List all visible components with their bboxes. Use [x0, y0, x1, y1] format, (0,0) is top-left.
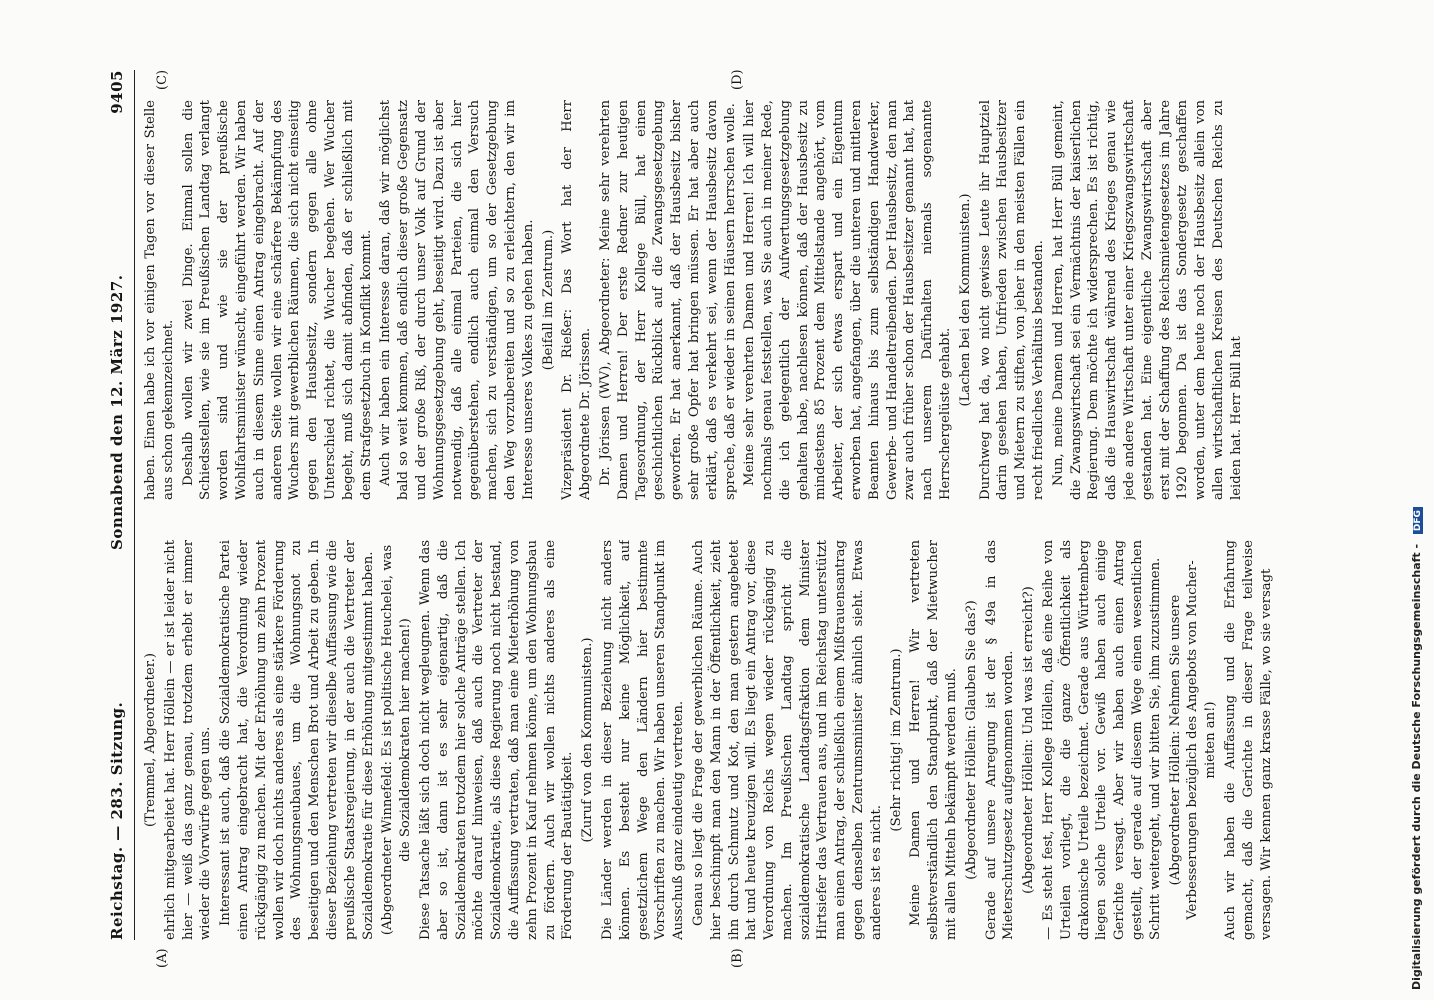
paragraph: Interessant ist auch, daß die Sozialdemokratische Partei einen Antrag eingebracht hat, die Verordnung wieder rückgängig zu machen. Mit der Erhöhung um zehn Prozent wollen wir doch nichts anderes als eine stärkere Förderung des Wohnungsneubaues, um die Wohnungsnot zu beseitigen und den Menschen Brot und Arbeit zu geben. In dieser Beziehung vertreten wir dieselbe Auffassung wie die preußische Staatsregierung, in der auch die Vertreter der Sozialdemokratie für diese Erhöhung mitgestimmt haben. [218, 540, 376, 940]
paragraph: Nun, meine Damen und Herren, hat Herr Büll gemeint, die Zwangswirtschaft sei ein Vermächtnis der kaiserlichen Regierung. Dem möchte ich widersprechen. Es ist richtig, daß die Hauswirtschaft während des Krieges genau wie jede andere Wirtschaft unter einer Kriegszwangswirtschaft gestanden hat. Eine eigentliche Zwangswirtschaft aber erst mit der Schaffung des Reichsmietengesetzes im Jahre 1920 begonnen. Da ist das Sondergesetz geschaffen worden, unter dem heute noch der Hausbesitz allein von allen wirtschaftlichen Kreisen des Deutschen Reichs zu leiden hat. Herr Büll hat [1050, 100, 1244, 500]
header-date: Sonnabend den 12. März 1927. [108, 274, 126, 550]
page-number: 9405 [108, 70, 126, 114]
paragraph: (Tremmel, Abgeordneter.) [143, 653, 158, 827]
interjection: (Abgeordneter Höllein: Glauben Sie das?) [963, 600, 979, 880]
paragraph: Gerade auf unsere Anregung ist der § 49a in das Mieterschutzgesetz aufgenommen worden. [983, 540, 1017, 940]
paragraph: Genau so liegt die Frage der gewerblichen Räume. Auch hier beschimpft man den Mann in der Öffentlichkeit, zieht ihn durch Schmutz und Kot, den man gestern angebetet hat und heute kreuzigen will. Es liegt ein Antrag vor, diese Verordnung von Reichs wegen wieder rückgängig zu machen. Im Preußischen Landtag spricht die sozialdemokratische Landtagsfraktion dem Minister Hirtsiefer das Vertrauen aus, und im Reichstag unterstützt man einen Antrag, der schließlich einem Mißtrauensantrag gegen denselben Zentrumsminister ähnlich sieht. Etwas anderes ist es nicht. [690, 540, 884, 940]
paragraph: Die Länder werden in dieser Beziehung nicht anders können. Es besteht nur keine Möglichkeit, auf gesetzlichem Wege den Ländern hier bestimmte Vorschriften zu machen. Wir haben unseren Standpunkt im Ausschuß ganz eindeutig vertreten. [599, 540, 687, 940]
margin-marker-d: (D) [730, 69, 745, 90]
paragraph: Auch wir haben ein Interesse daran, daß wir möglichst bald so weit kommen, daß endlich dieser große Gegensatz und der große Riß, der durch unser Volk auf Grund der Wohnungsgesetzgebung geht, beseitigt wird. Dazu ist aber notwendig, daß alle einmal Parteien, die sich hier gegenüberstehen, endlich auch einmal den Versuch machen, sich zu verständigen, um so der Gesetzgebung den Weg vorzubereiten und so zu erleichtern, den wir im Interesse unseres Volkes zu gehen haben. [378, 100, 536, 500]
paragraph: Durchweg hat da, wo nicht gewisse Leute ihr Hauptziel darin gesehen haben, Unfrieden zwischen Hausbesitzer und Mietern zu stiften, von jeher in den meisten Fällen ein recht friedliches Verhältnis bestanden. [977, 100, 1047, 500]
left-column [142, 540, 1332, 940]
paragraph: Meine sehr verehrten Damen und Herren! Ich will hier nochmals genau feststellen, was Sie auch in meiner Rede, die ich gelegentlich der Aufwertungsgesetzgebung gehalten habe, nachlesen können, daß der Hausbesitz zu mindestens 85 Prozent dem Mittelstande angehört, vom Arbeiter, der sich etwas erspart und ein Eigentum erworben hat, angefangen, über die unteren und mittleren Beamten hinaus bis zum selbständigen Handwerker, Gewerbe- und Handeltreibenden. Der Hausbesitz, den man zwar auch früher schon der Hausbesitzer genannt hat, hat nach unserem Dafürhalten niemals sogenannte Herrschergelüste gehabt. [742, 100, 954, 500]
paragraph: Auch wir haben die Auffassung und die Erfahrung gemacht, daß die Gerichte in dieser Frage teilweise versagen. Wir kennen ganz krasse Fälle, wo sie versagt [1223, 540, 1274, 940]
interjection: (Abgeordneter Winnefeld: Es ist politische Heuchelei, was die Sozialdemokraten hier machen!) [380, 544, 414, 936]
right-column [142, 100, 1332, 500]
margin-marker-b: (B) [730, 948, 745, 968]
side-credit [1410, 0, 1430, 1000]
interjection: (Beifall im Zentrum.) [540, 229, 556, 371]
side-credit-text [1410, 10, 1423, 990]
credit-text: Digitalisierung gefördert durch die Deutsche Forschungsgemeinschaft - [1410, 543, 1423, 990]
paragraph: — Es steht fest, Herr Kollege Höllein, daß eine Reihe von Urteilen vorliegt, die die ganze Öffentlichkeit als drakonische Urteile bezeichnet. Gerade aus Württemberg liegen solche Urteile vor. Gewiß haben auch einige Gerichte versagt. Aber wir haben auch einen Antrag gestellt, der gerade auf diesem Wege einen wesentlichen Schritt weitergeht, und wir bitten Sie, ihm zuzustimmen. [1041, 540, 1163, 940]
header-left: Reichstag. — 283. Sitzung. [108, 701, 126, 940]
paragraph: Vizepräsident Dr. Rießer: Das Wort hat der Herr Abgeordnete Dr. Jörissen. [560, 100, 594, 500]
paragraph: haben. Einen habe ich vor einigen Tagen vor dieser Stelle aus schon gekennzeichnet. [143, 100, 176, 500]
interjection: (Lachen bei den Kommunisten.) [957, 193, 973, 407]
margin-marker-c: (C) [155, 69, 170, 90]
page-header [100, 70, 135, 940]
interjection: (Abgeordneter Höllein: Nehmen Sie unsere Verbesserungen bezüglich des Angebots von Mucher-mieten an!) [1167, 560, 1219, 920]
interjection: (Abgeordneter Höllein: Und was ist erreicht?) [1021, 586, 1037, 894]
paragraph: Diese Tatsache läßt sich doch nicht wegleugnen. Wenn das aber so ist, dann ist es sehr eigenartig, daß die Sozialdemokraten trotzdem hier solche Anträge stellen. Ich möchte darauf hinweisen, daß auch die Vertreter der Sozialdemokratie, als diese Regierung noch nicht bestand, die Auffassung vertraten, daß man eine Mieterhöhung von zehn Prozent in Kauf nehmen könne, um den Wohnungsbau zu fördern. Auch wir wollen nichts anderes als eine Förderung der Bautätigkeit. [417, 540, 576, 940]
dfg-logo: DFG [1413, 507, 1423, 534]
margin-marker-a: (A) [155, 948, 170, 968]
rotated-sheet [100, 69, 1400, 968]
interjection: (Zuruf von den Kommunisten.) [580, 637, 596, 843]
paragraph: Deshalb wollen wir zwei Dinge. Einmal sollen die Schiedsstellen, wie sie im Preußischen Landtag verlangt worden sind und wie sie der preußische Wohlfahrtsminister wünscht, eingeführt werden. Wir haben auch in diesem Sinne einen Antrag eingebracht. Auf der anderen Seite wollen wir eine schärfere Bekämpfung des Wuchers mit gewerblichen Räumen, die sich nicht einseitig gegen den Hausbesitz, sondern gegen alle ohne Unterschied richtet, die Wucher begehen. Wer Wucher begeht, muß sich damit abfinden, daß er schließlich mit dem Strafgesetzbuch in Konflikt kommt. [180, 100, 374, 500]
paragraph: ehrlich mitgearbeitet hat. Herr Höllein — er ist leider nicht hier — weiß das ganz genau, trotzdem erhebt er immer wieder die Vorwürfe gegen uns. [162, 540, 214, 940]
paragraph: Dr. Jörissen (WV), Abgeordneter: Meine sehr verehrten Damen und Herren! Der erste Redner zur heutigen Tagesordnung, der Herr Kollege Büll, hat einen geschichtlichen Rückblick auf die Zwangsgesetzgebung geworfen. Er hat anerkannt, daß der Hausbesitz bisher sehr große Opfer hat bringen müssen. Er hat aber auch erklärt, daß es verkehrt sei, wenn der Hausbesitz davon spreche, daß er wieder in seinen Häusern herrschen wolle. [597, 100, 738, 500]
interjection: (Sehr richtig! im Zentrum.) [888, 648, 904, 832]
paragraph: Meine Damen und Herren! Wir vertreten selbstverständlich den Standpunkt, daß der Mietwucher mit allen Mitteln bekämpft werden muß. [908, 540, 960, 940]
